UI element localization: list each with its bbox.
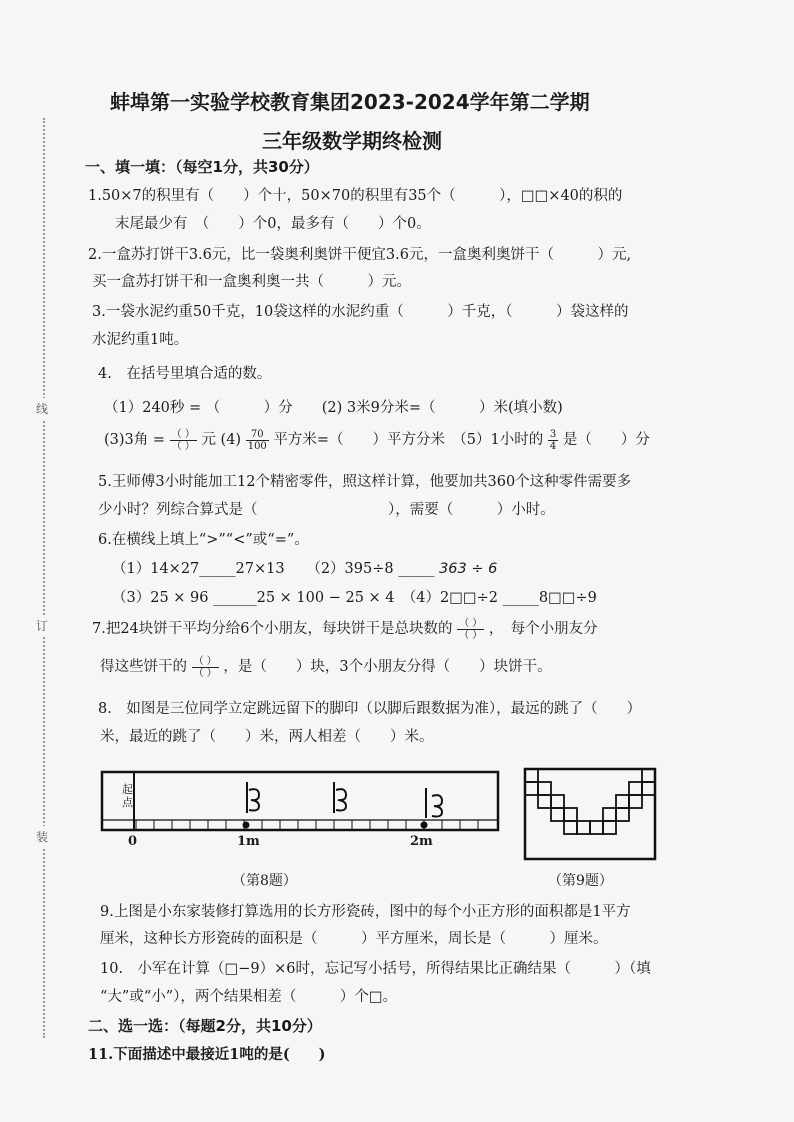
margin-label-xian: 线 (36, 398, 48, 419)
q4-part4-text: 元 (4) (201, 432, 242, 448)
section-1-heading: 一、填一填：（每空1分，共30分） (85, 158, 319, 176)
q4-part4b-text: 平方米=（ ）平方分米 （5）1小时的 (273, 432, 544, 448)
q7-blank-fraction-2: $\frac{( )}{( )}$ (193, 655, 217, 679)
q7-text-b: ， 每个小朋友分 (488, 621, 598, 637)
q8-line2: 米，最近的跳了（ ）米，两人相差（ ）米。 (100, 729, 434, 745)
figure-8-ruler (96, 768, 506, 860)
q8-line1: 8. 如图是三位同学立定跳远留下的脚印（以脚后跟数据为准），最远的跳了（ ） (98, 701, 642, 717)
exam-subtitle: 三年级数学期终检测 (262, 129, 442, 153)
q6-handwritten-363: 363 ÷ 6 (439, 561, 498, 577)
q7-line2 (100, 655, 552, 679)
q4-fraction-3-4: $\frac{3}{4}$ (549, 428, 557, 452)
q2-line2: 买一盒苏打饼干和一盒奥利奥一共（ ）元。 (92, 274, 411, 290)
q11-text: 11.下面描述中最接近1吨的是( ) (88, 1046, 326, 1063)
q2-line1: 2.一盒苏打饼干3.6元，比一袋奥利奥饼干便宜3.6元，一盒奥利奥饼干（ ）元, (88, 247, 632, 263)
q6-line1: 6.在横线上填上“>”“<”或“=”。 (98, 532, 309, 548)
margin-label-ding: 订 (36, 615, 48, 636)
q5-line1: 5.王师傅3小时能加工12个精密零件，照这样计算，他要加共360个这种零件需要多 (98, 474, 632, 490)
footprint-3-marker (421, 822, 428, 829)
q3-line2: 水泥约重1吨。 (92, 332, 189, 348)
q7-text-a: 7.把24块饼干平均分给6个小朋友，每块饼干是总块数的 (92, 621, 453, 637)
footprint-1-marker (243, 822, 250, 829)
footprint-2 (334, 782, 346, 813)
q9-line2: 厘米，这种长方形瓷砖的面积是（ ）平方厘米，周长是（ ）厘米。 (100, 931, 608, 947)
footprint-1 (247, 782, 259, 813)
q4-part5b-text: 是（ ）分 (562, 432, 650, 448)
section-2-heading: 二、选一选：（每题2分，共10分） (88, 1017, 322, 1035)
q1-line1: 1.50×7的积里有（ ）个十，50×70的积里有35个（ ），□□×40的积的 (88, 188, 623, 204)
footprint-3 (426, 788, 442, 818)
q6-part1-text: （1）14×27_____27×13 （2）395÷8 _____ (112, 561, 435, 577)
q10-line1: 10. 小军在计算（□−9）×6时，忘记写小括号，所得结果比正确结果（ ）（填 (100, 961, 651, 977)
q4-blank-fraction: $\frac{( )}{( )}$ (171, 428, 195, 452)
q7-text-d: ，是（ ）块，3个小朋友分得（ ）块饼干。 (223, 659, 552, 675)
q7-blank-fraction-1: $\frac{( )}{( )}$ (459, 617, 483, 641)
ruler-label-1m: 1m (237, 834, 260, 849)
q7-line1 (92, 617, 598, 641)
margin-label-zhuang: 装 (36, 826, 48, 847)
q6-line3: （3）25 × 96 ______25 × 100 − 25 × 4 （4）2□□÷2 _____8□□÷9 (112, 590, 597, 606)
q10-line2: “大”或“小”），两个结果相差（ ）个□。 (100, 989, 398, 1005)
binding-margin-line (43, 118, 45, 1038)
ruler-label-2m: 2m (410, 834, 433, 849)
q7-text-c: 得这些饼干的 (100, 659, 187, 675)
figure-9-caption: （第9题） (548, 873, 613, 889)
q5-line2: 少小时？列综合算式是（ ），需要（ ）小时。 (98, 502, 555, 518)
start-label: 起 点 (122, 783, 133, 809)
q3-line1: 3.一袋水泥约重50千克，10袋这样的水泥约重（ ）千克，（ ）袋这样的 (92, 304, 629, 320)
ruler-label-0: 0 (128, 834, 138, 849)
figure-8-caption: （第8题） (232, 873, 297, 889)
q4-line2: （1）240秒 = （ ）分 (2) 3米9分米=（ ）米(填小数) (104, 400, 563, 416)
figure-9-tile (520, 766, 662, 864)
q9-line1: 9.上图是小东家装修打算选用的长方形瓷砖，图中的每个小正方形的面积都是1平方 (100, 904, 631, 920)
q4-fraction-70-100: $\frac{70}{100}$ (247, 428, 267, 452)
exam-title: 蚌埠第一实验学校教育集团2023-2024学年第二学期 (110, 90, 590, 114)
q4-line3 (104, 428, 650, 452)
q1-line2: 末尾最少有 （ ）个0，最多有（ ）个0。 (115, 216, 431, 232)
q4-line1: 4. 在括号里填合适的数。 (98, 366, 272, 382)
q6-line2 (112, 557, 497, 578)
q4-part3-text: (3)3角 = (104, 432, 166, 448)
